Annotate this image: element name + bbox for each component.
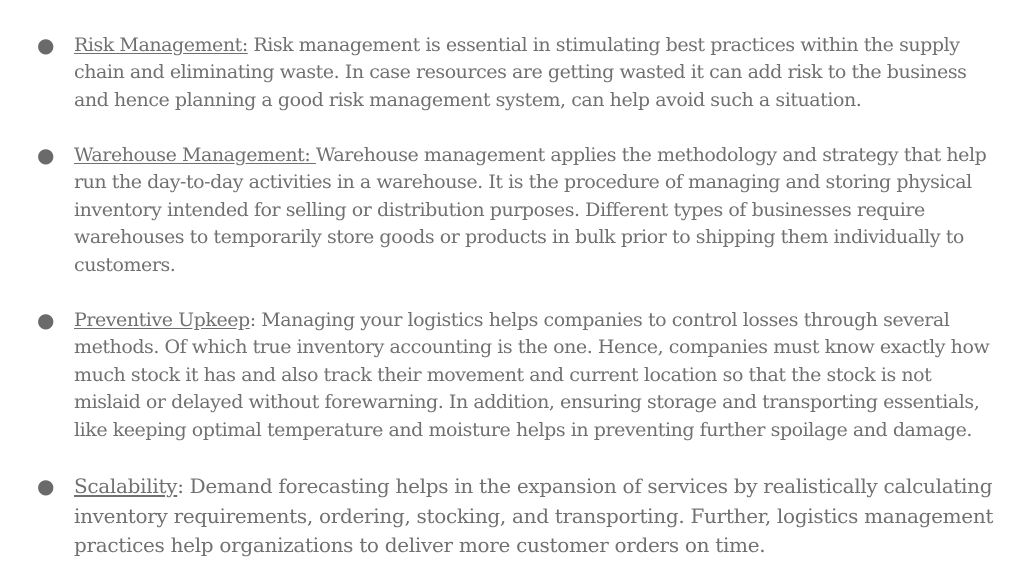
list-item-term: Warehouse Management: xyxy=(74,144,316,166)
list-item-text: Warehouse management applies the methodology and strategy that help run the day-to-day activities in a warehouse. It is the procedure of managing and storing physical inventory intended for selling or distribution purposes. Different types of businesses require warehouses to temporarily store goods or products in bulk prior to shipping them individually to customers. xyxy=(74,144,987,276)
list-item-paragraph xyxy=(74,472,996,561)
list-item-text: : Demand forecasting helps in the expansion of services by realistically calculating inventory requirements, ordering, stocking, and transporting. Further, logistics management practices help organizations to deliver more customer orders on time. xyxy=(74,474,994,557)
bullet-icon: ● xyxy=(37,143,55,167)
bullet-icon: ● xyxy=(37,308,55,332)
bullet-icon: ● xyxy=(37,474,55,498)
list-item-text: Risk management is essential in stimulating best practices within the supply chain and eliminating waste. In case resources are getting wasted it can add risk to the business and hence planning a good risk management system, can help avoid such a situation. xyxy=(74,34,967,111)
list-item-term: Scalability xyxy=(74,474,178,498)
list-item-paragraph xyxy=(74,32,996,114)
list-item-paragraph xyxy=(74,142,996,279)
list-item-text: : Managing your logistics helps companies to control losses through several methods. Of which true inventory accounting is the one. Hence, companies must know exactly how much stock it has and also track their movement and current location so that the stock is not mislaid or delayed without forewarning. In addition, ensuring storage and transporting essentials, like keeping optimal temperature and moisture helps in preventing further spoilage and damage. xyxy=(74,309,990,441)
list-item-term: Risk Management: xyxy=(74,34,248,56)
bullet-icon: ● xyxy=(37,33,55,57)
list-item-paragraph xyxy=(74,307,996,444)
list-item-term: Preventive Upkeep xyxy=(74,309,250,331)
